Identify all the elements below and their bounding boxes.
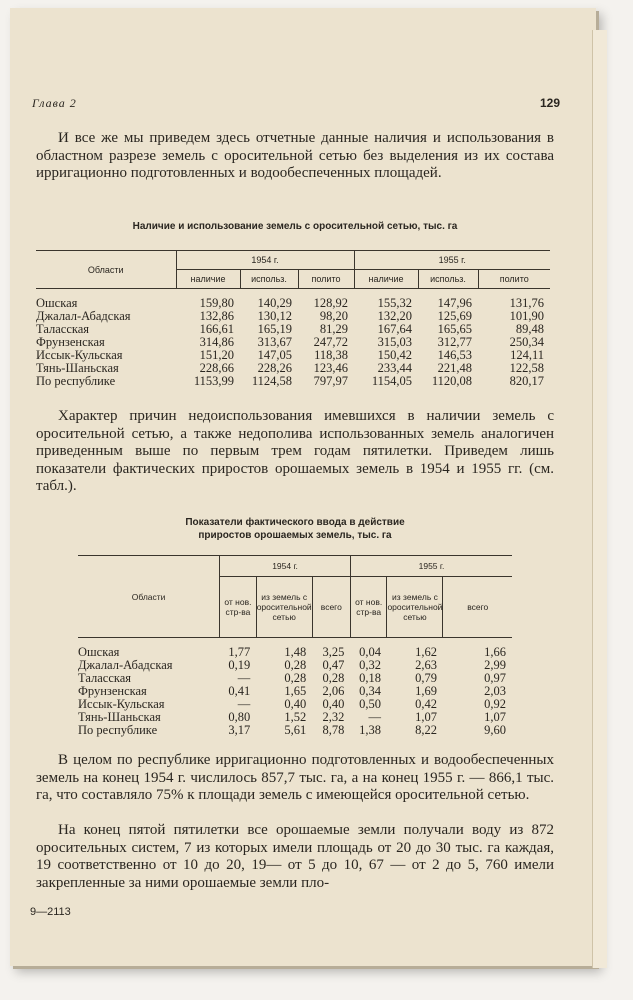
table-cell: 0,34 (359, 684, 381, 698)
table-cell: 0,79 (415, 671, 437, 685)
table-irrigation-growth (78, 555, 512, 737)
table-cell: 8,78 (322, 723, 345, 737)
table-cell: 315,03 (377, 335, 412, 349)
table-cell: 0,80 (228, 710, 251, 724)
page-edge (592, 30, 607, 968)
table-cell: 132,20 (377, 309, 412, 323)
table-cell: 2,06 (322, 684, 345, 698)
table-cell: 159,80 (199, 296, 234, 310)
col-from-irrigated-1955: из земель с оросительной сетью (387, 577, 443, 638)
table-cell: 147,96 (437, 296, 472, 310)
table2-caption-line2: приростов орошаемых земель, тыс. га (198, 530, 392, 541)
table-cell: 81,29 (319, 322, 348, 336)
table-row (36, 289, 550, 311)
table-cell: — (368, 710, 381, 724)
table-cell: 1,77 (228, 645, 251, 659)
year-1955-header: 1955 г. (350, 556, 512, 577)
table-cell: 313,67 (257, 335, 292, 349)
region-name: Иссык-Кульская (36, 348, 123, 362)
table-cell: 820,17 (509, 374, 544, 388)
table-cell: 0,40 (284, 697, 307, 711)
table-cell: 124,11 (510, 348, 544, 362)
table-cell: 165,19 (257, 322, 292, 336)
table-cell: 1124,58 (251, 374, 292, 388)
table-cell: 5,61 (284, 723, 307, 737)
table-cell: 125,69 (437, 309, 472, 323)
col-watered-1954: полито (298, 270, 354, 289)
table-row (78, 638, 512, 660)
table-cell: 0,40 (322, 697, 345, 711)
table-cell: 0,28 (284, 658, 307, 672)
col-new-construction-1955: от нов. стр-ва (350, 577, 387, 638)
table-cell: 3,17 (228, 723, 251, 737)
col-new-construction-1954: от нов. стр-ва (220, 577, 257, 638)
table-cell: 314,86 (199, 335, 234, 349)
year-1954-header: 1954 г. (176, 251, 354, 270)
table-cell: 0,32 (359, 658, 381, 672)
paragraph-reasons: Характер причин недоиспользования имевшихся в наличии земель с оросительной сетью, а также недополива использованных земель аналогичен приведенным выше по первым трем годам пятилетки. Приведем лишь показатели фактических приростов орошаемых земель в 1954 и 1955 гг. (см. табл.). (36, 408, 554, 494)
region-name: По республике (36, 374, 116, 388)
region-name: Фрунзенская (36, 335, 105, 349)
region-name: Фрунзенская (78, 684, 147, 698)
table-cell: 2,63 (415, 658, 437, 672)
table-cell: 1,69 (415, 684, 437, 698)
table-cell: 0,19 (228, 658, 251, 672)
table-cell: 123,46 (313, 361, 348, 375)
table-cell: 147,05 (257, 348, 292, 362)
table-cell: 228,66 (199, 361, 234, 375)
paragraph-systems: На конец пятой пятилетки все орошаемые земли получали воду из 872 оросительных систем, 7 из которых имели площадь от 20 до 30 тыс. га каждая, 19 соответственно от 10 до 20, 19— от 5 до 10, 67 — от 2 до 5, 760 имели закрепленные за ними орошаемые земли пло- (36, 822, 554, 891)
region-name: Таласская (78, 671, 132, 685)
table-cell: 146,53 (437, 348, 472, 362)
table-cell: 118,38 (314, 348, 348, 362)
table-cell: 0,41 (228, 684, 251, 698)
table-row (36, 323, 550, 336)
col-from-irrigated-1954: из земель с оросительной сетью (256, 577, 312, 638)
table-cell: 165,65 (437, 322, 472, 336)
table-cell: 228,26 (257, 361, 292, 375)
col-used-1955: использ. (418, 270, 478, 289)
table-cell: 1120,08 (431, 374, 472, 388)
table-row-total (78, 724, 512, 737)
table-land-availability (36, 250, 550, 388)
region-name: Джалал-Абадская (78, 658, 173, 672)
table2-caption (36, 516, 554, 542)
table-cell: 797,97 (313, 374, 348, 388)
table-cell: 122,58 (509, 361, 544, 375)
chapter-label: Глава 2 (32, 96, 77, 110)
table-cell: 3,25 (322, 645, 345, 659)
table-cell: 130,12 (257, 309, 292, 323)
col-watered-1955: полито (478, 270, 550, 289)
table-cell: 150,42 (377, 348, 412, 362)
paragraph-intro: И все же мы приведем здесь отчетные данные наличия и использования в областном разрезе земель с оросительной сетью без выделения из их состава ирригационно подготовленных и водообеспеченных площадей. (36, 130, 554, 181)
table-cell: 0,28 (322, 671, 345, 685)
table-cell: 140,29 (257, 296, 292, 310)
table-cell: 101,90 (509, 309, 544, 323)
col-used-1954: использ. (240, 270, 298, 289)
region-name: Тянь-Шаньская (78, 710, 161, 724)
table-cell: 151,20 (199, 348, 234, 362)
table2-caption-line1: Показатели фактического ввода в действие (185, 517, 405, 528)
table-cell: 1153,99 (193, 374, 234, 388)
table-cell: 1,07 (415, 710, 437, 724)
col-availability-1954: наличие (176, 270, 240, 289)
table-cell: — (237, 697, 251, 711)
table-cell: 0,04 (359, 645, 381, 659)
region-name: По республике (78, 723, 158, 737)
table-cell: 0,18 (359, 671, 381, 685)
table-cell: 233,44 (377, 361, 412, 375)
paragraph-totals: В целом по республике ирригационно подготовленных и водообеспеченных земель на конец 1954 г. числилось 857,7 тыс. га, а на конец 1955 г. — 866,1 тыс. га, что составляло 75% к площади земель с имеющейся оросительной сетью. (36, 752, 554, 803)
col-availability-1955: наличие (354, 270, 418, 289)
region-column-header: Области (36, 251, 176, 289)
table-cell: 0,97 (484, 671, 506, 685)
table-cell: 8,22 (415, 723, 437, 737)
table-cell: — (237, 671, 251, 685)
year-1955-header: 1955 г. (354, 251, 550, 270)
region-name: Джалал-Абадская (36, 309, 131, 323)
table-cell: 1,65 (284, 684, 307, 698)
table-cell: 167,64 (377, 322, 412, 336)
region-name: Ошская (36, 296, 78, 310)
table-row (36, 310, 550, 323)
table-cell: 312,77 (437, 335, 472, 349)
table-cell: 9,60 (484, 723, 506, 737)
page-number: 129 (539, 96, 560, 110)
table-cell: 131,76 (509, 296, 544, 310)
table-cell: 1,38 (359, 723, 381, 737)
table-cell: 1,48 (284, 645, 307, 659)
table-cell: 98,20 (319, 309, 348, 323)
region-name: Иссык-Кульская (78, 697, 165, 711)
signature-mark: 9—2113 (30, 906, 71, 918)
table-cell: 0,47 (322, 658, 345, 672)
table-cell: 0,28 (284, 671, 307, 685)
region-name: Ошская (78, 645, 120, 659)
table-cell: 250,34 (509, 335, 544, 349)
col-total-1955: всего (443, 577, 512, 638)
table-cell: 221,48 (437, 361, 472, 375)
table-cell: 1,66 (484, 645, 506, 659)
table-cell: 1,52 (284, 710, 307, 724)
table-cell: 1,07 (484, 710, 506, 724)
table-cell: 128,92 (313, 296, 348, 310)
table-cell: 2,32 (322, 710, 345, 724)
table-cell: 0,50 (359, 697, 381, 711)
table1-caption: Наличие и использование земель с оросительной сетью, тыс. га (132, 221, 458, 232)
table-cell: 247,72 (313, 335, 348, 349)
table-cell: 89,48 (515, 322, 544, 336)
table-cell: 0,92 (484, 697, 506, 711)
table-cell: 1154,05 (371, 374, 412, 388)
table-cell: 1,62 (415, 645, 437, 659)
region-name: Тянь-Шаньская (36, 361, 119, 375)
region-column-header: Области (78, 556, 220, 638)
table-cell: 2,03 (484, 684, 506, 698)
table-row-total (36, 375, 550, 388)
running-header (32, 96, 560, 114)
table-cell: 0,42 (415, 697, 437, 711)
region-name: Таласская (36, 322, 90, 336)
table-cell: 155,32 (377, 296, 412, 310)
table-cell: 166,61 (199, 322, 234, 336)
table-cell: 132,86 (199, 309, 234, 323)
year-1954-header: 1954 г. (220, 556, 351, 577)
table-cell: 2,99 (484, 658, 506, 672)
col-total-1954: всего (312, 577, 350, 638)
